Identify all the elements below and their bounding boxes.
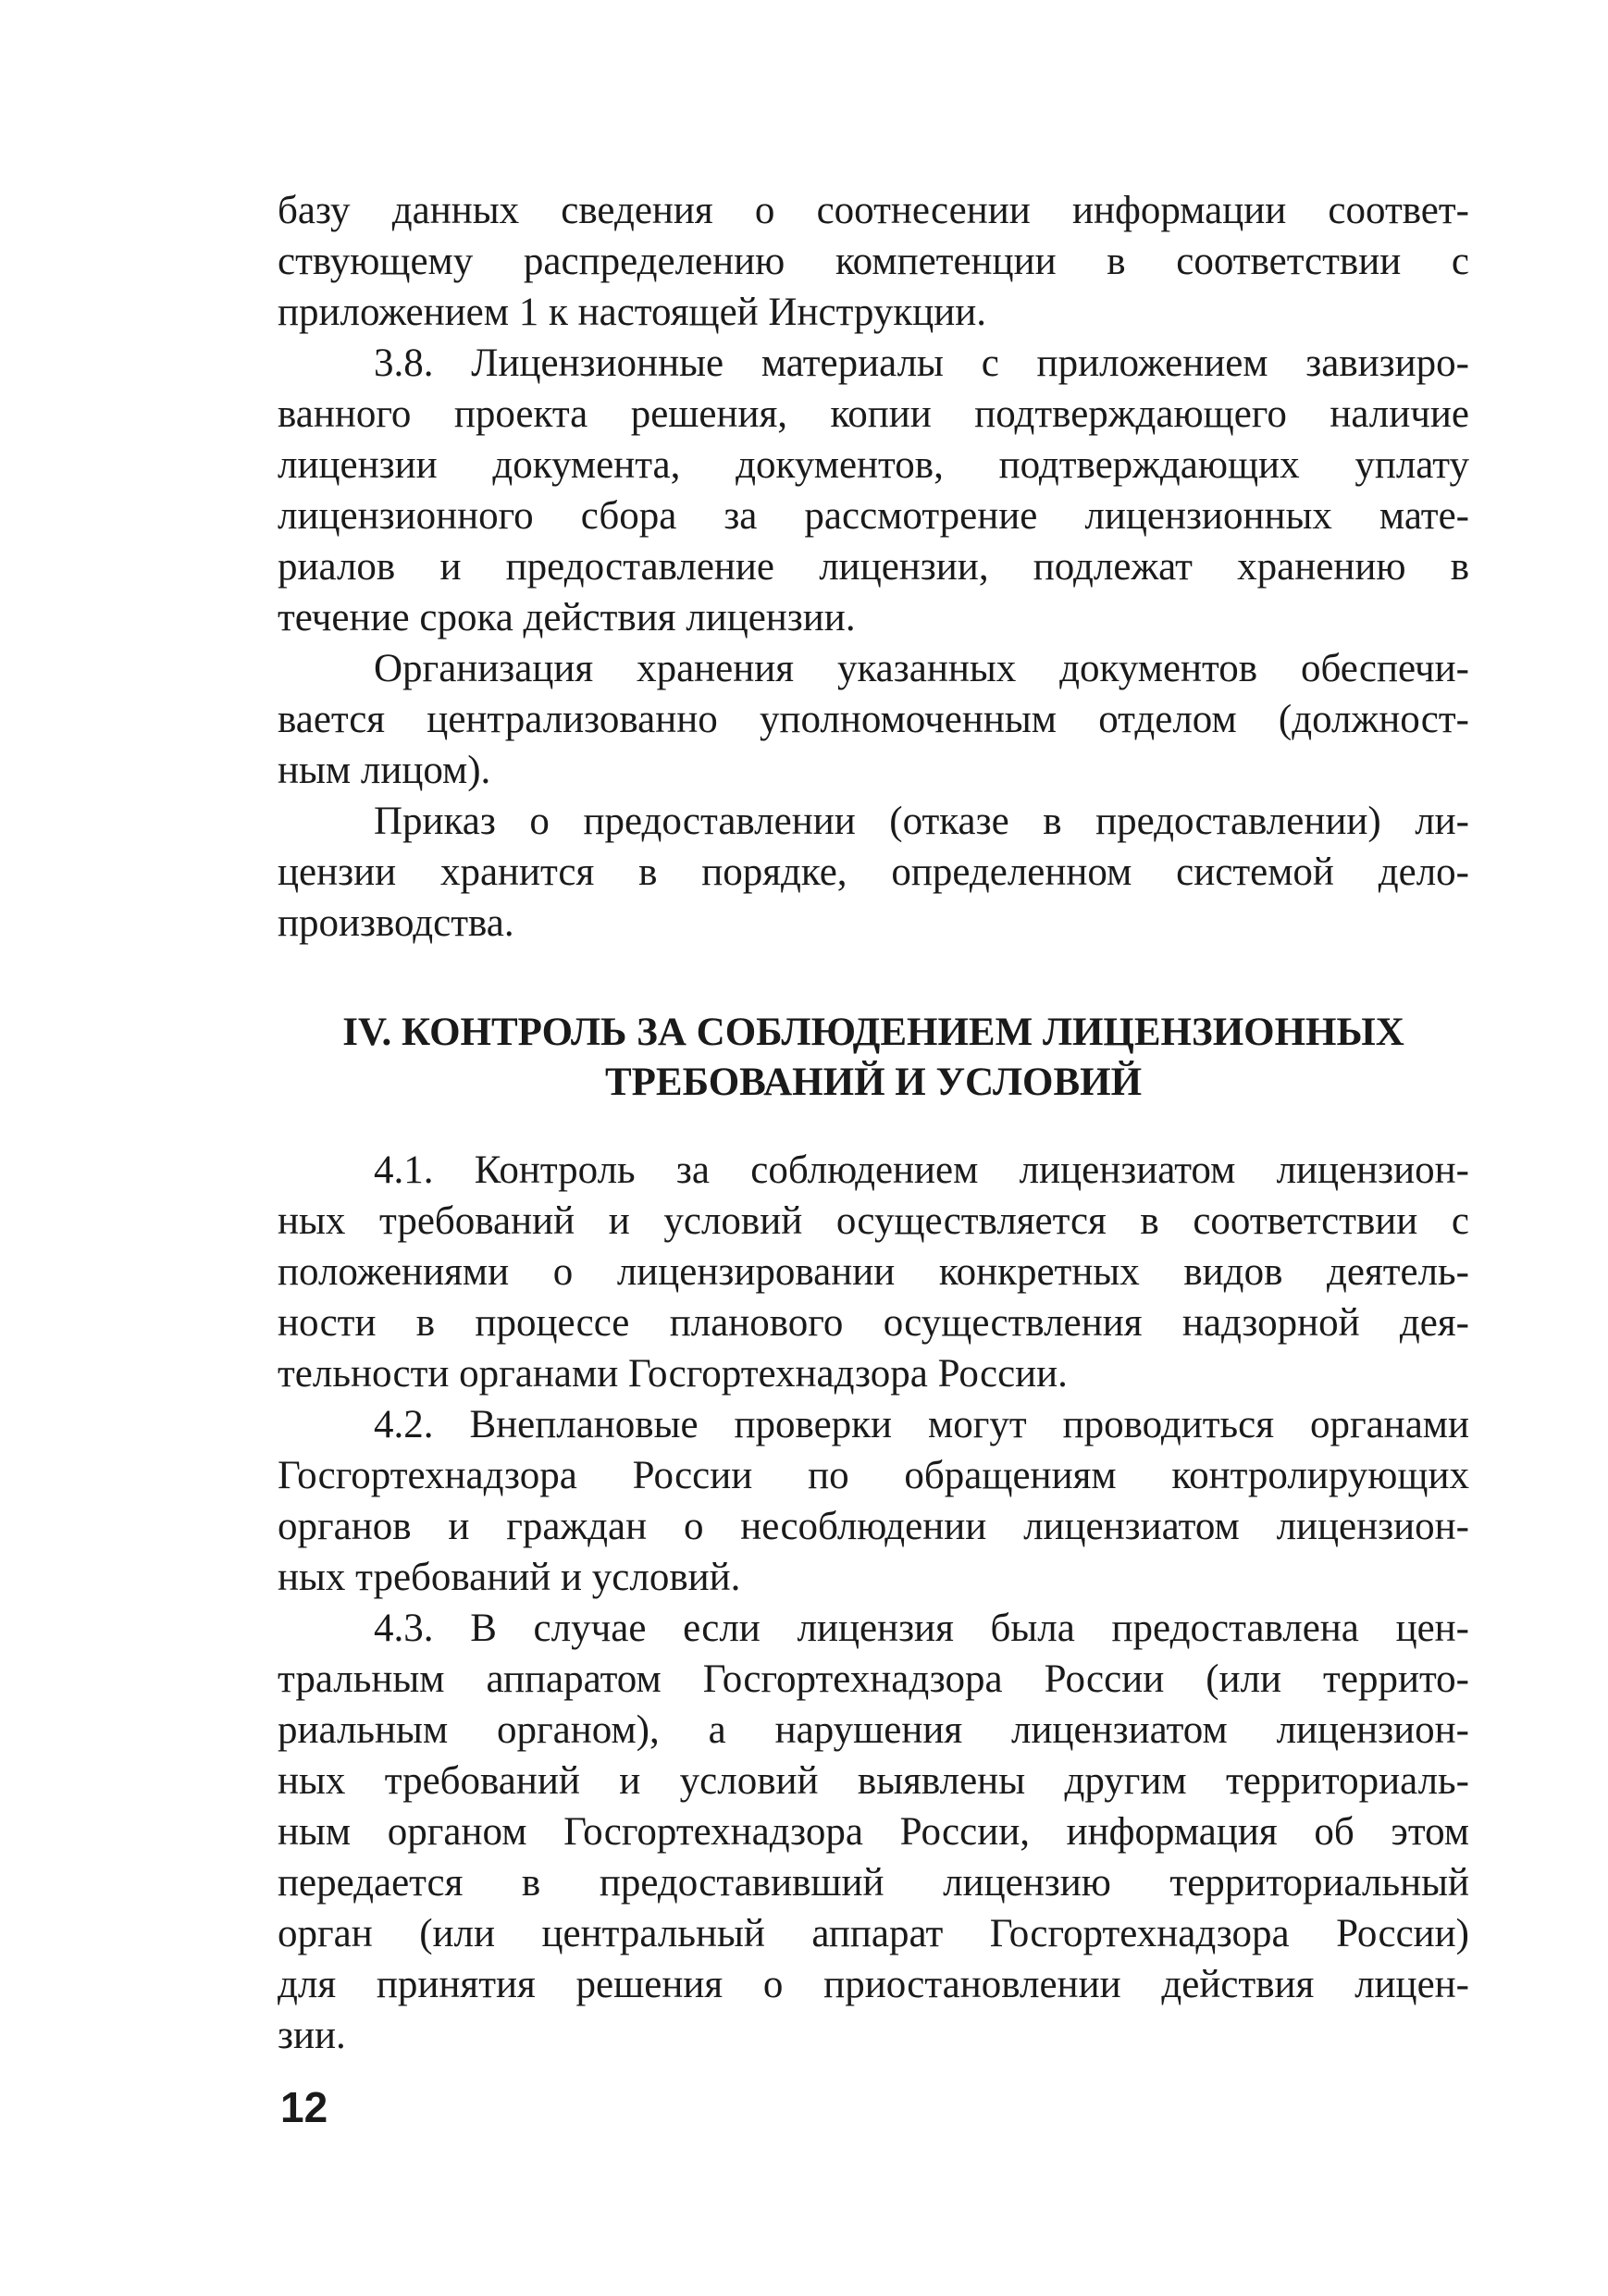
paragraph-order	[278, 796, 1469, 949]
text-line: производства.	[278, 901, 514, 945]
section-heading	[278, 1008, 1469, 1108]
text-line: лицензии документа, документов, подтверждающих уплату	[278, 443, 1469, 487]
text-line: для принятия решения о приостановлении действия лицен-	[278, 1963, 1469, 2006]
text-line: ных требований и условий.	[278, 1556, 741, 1599]
text-line: тральным аппаратом Госгортехнадзора России (или террито-	[278, 1657, 1469, 1701]
text-line: 4.2. Внеплановые проверки могут проводиться органами	[374, 1403, 1469, 1446]
section-heading-line-1: IV. КОНТРОЛЬ ЗА СОБЛЮДЕНИЕМ ЛИЦЕНЗИОННЫХ	[342, 1011, 1404, 1054]
section-heading-line-2: ТРЕБОВАНИЙ И УСЛОВИЙ	[604, 1061, 1143, 1104]
text-line: тельности органами Госгортехнадзора России.	[278, 1352, 1068, 1396]
text-line: орган (или центральный аппарат Госгортехнадзора России)	[278, 1912, 1469, 1955]
text-line: зии.	[278, 2014, 346, 2057]
text-block-bottom	[278, 1145, 1469, 2061]
text-line: Организация хранения указанных документов обеспечи-	[374, 647, 1469, 690]
text-line: течение срока действия лицензии.	[278, 596, 856, 639]
paragraph-3-8	[278, 338, 1469, 643]
text-line: 4.1. Контроль за соблюдением лицензиатом лицензион-	[374, 1148, 1469, 1192]
text-line: органов и граждан о несоблюдении лицензиатом лицензион-	[278, 1505, 1469, 1548]
paragraph-4-3	[278, 1603, 1469, 2061]
text-line: ным органом Госгортехнадзора России, информация об этом	[278, 1810, 1469, 1854]
paragraph-storage	[278, 643, 1469, 796]
text-line: приложением 1 к настоящей Инструкции.	[278, 291, 987, 334]
text-line: риальным органом), а нарушения лицензиатом лицензион-	[278, 1708, 1469, 1752]
text-line: ности в процессе планового осуществления надзорной дея-	[278, 1301, 1469, 1345]
text-line: лицензионного сбора за рассмотрение лицензионных мате-	[278, 494, 1469, 538]
text-line: ных требований и условий осуществляется в соответствии с	[278, 1199, 1469, 1243]
text-line: ванного проекта решения, копии подтверждающего наличие	[278, 392, 1469, 436]
text-line: ных требований и условий выявлены другим территориаль-	[278, 1759, 1469, 1803]
text-line: 4.3. В случае если лицензия была предоставлена цен-	[374, 1607, 1469, 1650]
text-line: базу данных сведения о соотнесении информации соответ-	[278, 189, 1469, 232]
text-line: риалов и предоставление лицензии, подлежат хранению в	[278, 545, 1469, 589]
text-line: Приказ о предоставлении (отказе в предоставлении) ли-	[374, 800, 1469, 843]
text-line: Госгортехнадзора России по обращениям контролирующих	[278, 1454, 1469, 1497]
text-line: передается в предоставивший лицензию территориальный	[278, 1861, 1469, 1905]
paragraph-4-1	[278, 1145, 1469, 1399]
text-line: ствующему распределению компетенции в соответствии с	[278, 240, 1469, 283]
text-line: положениями о лицензировании конкретных видов деятель-	[278, 1250, 1469, 1294]
text-line: ным лицом).	[278, 749, 491, 792]
text-line: вается централизованно уполномоченным отделом (должност-	[278, 698, 1469, 741]
paragraph-4-2	[278, 1399, 1469, 1603]
text-line: цензии хранится в порядке, определенном системой дело-	[278, 850, 1469, 894]
paragraph-continuation	[278, 185, 1469, 338]
text-line: 3.8. Лицензионные материалы с приложением завизиро-	[374, 341, 1469, 385]
page-number: 12	[280, 2083, 328, 2131]
text-block-top	[278, 185, 1469, 949]
